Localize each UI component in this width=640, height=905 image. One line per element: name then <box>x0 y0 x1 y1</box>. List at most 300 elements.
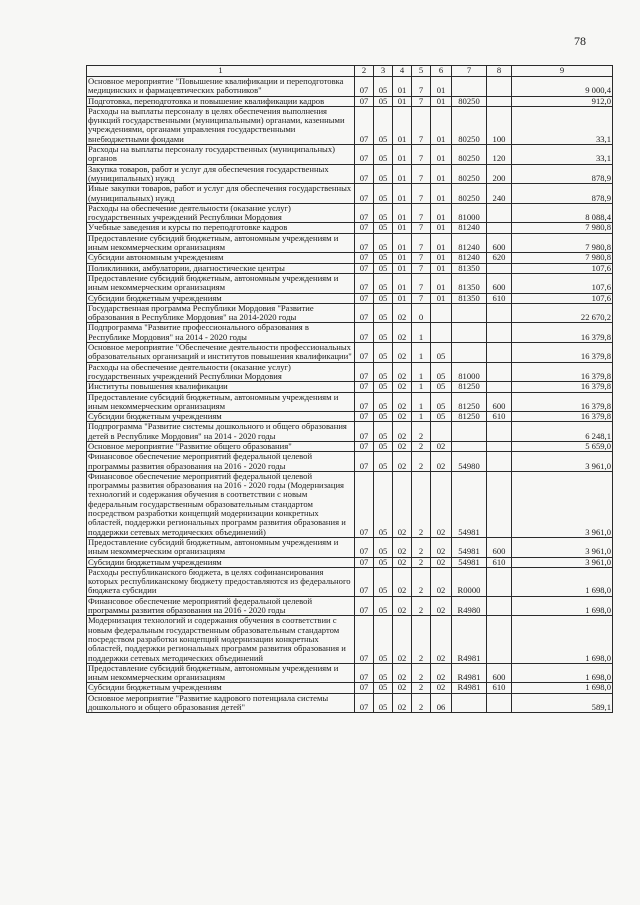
row-code-8: 600 <box>487 233 512 253</box>
column-header: 5 <box>412 66 431 77</box>
row-code-7 <box>452 77 487 97</box>
row-code-6: 05 <box>431 343 452 363</box>
row-name: Основное мероприятие "Повышение квалификации и переподготовка медицинских и фармацевтических работников" <box>87 77 355 97</box>
row-amount: 912,0 <box>512 96 613 106</box>
table-row <box>87 616 613 663</box>
row-code-8: 120 <box>487 145 512 165</box>
row-code-8 <box>487 596 512 616</box>
row-code-6: 06 <box>431 693 452 713</box>
row-code-6: 01 <box>431 77 452 97</box>
table-row <box>87 263 613 273</box>
page-number: 78 <box>574 34 586 48</box>
row-code-5: 7 <box>412 273 431 293</box>
table-row <box>87 567 613 596</box>
row-code-5: 2 <box>412 616 431 663</box>
row-code-8 <box>487 441 512 451</box>
row-code-7: R4981 <box>452 616 487 663</box>
row-code-8 <box>487 223 512 233</box>
row-code-6: 01 <box>431 164 452 184</box>
row-amount: 8 088,4 <box>512 203 613 223</box>
column-header: 7 <box>452 66 487 77</box>
row-code-6: 05 <box>431 382 452 392</box>
row-amount: 107,6 <box>512 293 613 303</box>
row-code-3: 05 <box>374 362 393 382</box>
row-amount: 33,1 <box>512 145 613 165</box>
row-amount: 16 379,8 <box>512 382 613 392</box>
row-code-5: 7 <box>412 263 431 273</box>
row-code-5: 1 <box>412 382 431 392</box>
row-code-6: 02 <box>431 537 452 557</box>
column-header: 4 <box>393 66 412 77</box>
row-code-6: 01 <box>431 203 452 223</box>
row-amount: 3 961,0 <box>512 452 613 472</box>
table-row <box>87 343 613 363</box>
row-code-2: 07 <box>355 203 374 223</box>
row-code-2: 07 <box>355 362 374 382</box>
row-name: Поликлиники, амбулатории, диагностические центры <box>87 263 355 273</box>
table-row <box>87 471 613 537</box>
row-code-8 <box>487 452 512 472</box>
table-row <box>87 382 613 392</box>
row-code-3: 05 <box>374 663 393 683</box>
row-name: Основное мероприятие "Обеспечение деятельности профессиональных образовательных организаций и институтов повышения квалификации" <box>87 343 355 363</box>
row-code-6 <box>431 422 452 442</box>
row-code-2: 07 <box>355 293 374 303</box>
row-code-7: 54981 <box>452 557 487 567</box>
row-code-2: 07 <box>355 106 374 144</box>
row-amount: 7 980,8 <box>512 233 613 253</box>
row-code-6: 01 <box>431 253 452 263</box>
row-code-3: 05 <box>374 452 393 472</box>
row-code-4: 02 <box>393 303 412 323</box>
row-name: Иные закупки товаров, работ и услуг для обеспечения государственных (муниципальных) нужд <box>87 184 355 204</box>
row-code-5: 1 <box>412 323 431 343</box>
row-code-7: 81240 <box>452 223 487 233</box>
row-code-4: 02 <box>393 567 412 596</box>
row-amount: 1 698,0 <box>512 683 613 693</box>
row-code-5: 7 <box>412 145 431 165</box>
row-amount: 22 670,2 <box>512 303 613 323</box>
row-amount: 5 659,0 <box>512 441 613 451</box>
row-name: Расходы на обеспечение деятельности (оказание услуг) государственных учреждений Республики Мордовия <box>87 203 355 223</box>
row-code-7: R4981 <box>452 663 487 683</box>
row-code-5: 2 <box>412 693 431 713</box>
row-code-8 <box>487 382 512 392</box>
row-name: Подпрограмма "Развитие профессионального образования в Республике Мордовия" на 2014 - 2020 годы <box>87 323 355 343</box>
row-code-4: 01 <box>393 96 412 106</box>
row-code-5: 7 <box>412 233 431 253</box>
row-code-7: 81000 <box>452 362 487 382</box>
row-amount: 7 980,8 <box>512 253 613 263</box>
row-code-7 <box>452 323 487 343</box>
row-code-4: 02 <box>393 392 412 412</box>
row-amount: 16 379,8 <box>512 392 613 412</box>
row-code-4: 02 <box>393 683 412 693</box>
row-code-4: 01 <box>393 233 412 253</box>
row-code-4: 01 <box>393 273 412 293</box>
row-code-3: 05 <box>374 412 393 422</box>
row-code-5: 1 <box>412 412 431 422</box>
row-amount: 33,1 <box>512 106 613 144</box>
row-code-8: 600 <box>487 273 512 293</box>
row-code-7: 54981 <box>452 537 487 557</box>
row-code-4: 02 <box>393 422 412 442</box>
row-code-5: 2 <box>412 683 431 693</box>
row-name: Субсидии бюджетным учреждениям <box>87 412 355 422</box>
row-code-6: 01 <box>431 273 452 293</box>
row-code-6: 01 <box>431 96 452 106</box>
column-header: 6 <box>431 66 452 77</box>
table-row <box>87 145 613 165</box>
row-code-2: 07 <box>355 145 374 165</box>
row-code-8 <box>487 362 512 382</box>
row-code-5: 2 <box>412 537 431 557</box>
table-row <box>87 303 613 323</box>
row-code-4: 02 <box>393 412 412 422</box>
row-code-2: 07 <box>355 693 374 713</box>
row-amount: 1 698,0 <box>512 663 613 683</box>
row-code-8: 620 <box>487 253 512 263</box>
row-code-6: 02 <box>431 557 452 567</box>
row-code-6: 01 <box>431 263 452 273</box>
row-name: Предоставление субсидий бюджетным, автономным учреждениям и иным некоммерческим организациям <box>87 273 355 293</box>
row-name: Подготовка, переподготовка и повышение квалификации кадров <box>87 96 355 106</box>
row-code-3: 05 <box>374 537 393 557</box>
row-name: Расходы на выплаты персоналу государственных (муниципальных) органов <box>87 145 355 165</box>
row-code-2: 07 <box>355 567 374 596</box>
row-name: Предоставление субсидий бюджетным, автономным учреждениям и иным некоммерческим организациям <box>87 537 355 557</box>
row-code-3: 05 <box>374 145 393 165</box>
row-code-6: 05 <box>431 362 452 382</box>
row-code-8 <box>487 343 512 363</box>
row-code-4: 02 <box>393 471 412 537</box>
column-header: 2 <box>355 66 374 77</box>
row-name: Расходы на обеспечение деятельности (оказание услуг) государственных учреждений Республики Мордовия <box>87 362 355 382</box>
row-name: Модернизация технологий и содержания обучения в соответствии с новым федеральным государственным образовательным стандартом посредством разработки концепций модернизации конкретных областей, поддержки региональных программ развития образования и поддержки сетевых методических объединений <box>87 616 355 663</box>
row-amount: 16 379,8 <box>512 323 613 343</box>
row-code-7: 80250 <box>452 164 487 184</box>
row-code-2: 07 <box>355 596 374 616</box>
row-code-6: 02 <box>431 471 452 537</box>
row-code-3: 05 <box>374 293 393 303</box>
row-code-4: 02 <box>393 663 412 683</box>
row-amount: 3 961,0 <box>512 557 613 567</box>
table-row <box>87 77 613 97</box>
row-code-8: 600 <box>487 663 512 683</box>
row-code-5: 7 <box>412 106 431 144</box>
row-code-8 <box>487 616 512 663</box>
row-code-2: 07 <box>355 233 374 253</box>
table-row <box>87 452 613 472</box>
row-code-5: 1 <box>412 392 431 412</box>
row-code-2: 07 <box>355 471 374 537</box>
table-row <box>87 233 613 253</box>
row-code-7: R4980 <box>452 596 487 616</box>
row-code-2: 07 <box>355 263 374 273</box>
row-code-5: 7 <box>412 253 431 263</box>
table-row <box>87 693 613 713</box>
row-code-6: 01 <box>431 184 452 204</box>
budget-table <box>86 65 613 713</box>
row-code-5: 2 <box>412 452 431 472</box>
row-code-3: 05 <box>374 693 393 713</box>
row-amount: 589,1 <box>512 693 613 713</box>
row-code-4: 01 <box>393 164 412 184</box>
row-code-7: 54980 <box>452 452 487 472</box>
row-code-3: 05 <box>374 557 393 567</box>
row-code-3: 05 <box>374 263 393 273</box>
header-row <box>87 66 613 77</box>
row-code-3: 05 <box>374 273 393 293</box>
row-code-5: 1 <box>412 343 431 363</box>
row-code-6: 01 <box>431 106 452 144</box>
row-code-4: 02 <box>393 382 412 392</box>
row-name: Финансовое обеспечение мероприятий федеральной целевой программы развития образования на 2016 - 2020 годы <box>87 452 355 472</box>
row-code-6: 02 <box>431 452 452 472</box>
table-row <box>87 412 613 422</box>
row-code-3: 05 <box>374 343 393 363</box>
row-amount: 1 698,0 <box>512 567 613 596</box>
row-code-6: 02 <box>431 683 452 693</box>
row-code-4: 01 <box>393 203 412 223</box>
table-row <box>87 96 613 106</box>
row-code-7: 54981 <box>452 471 487 537</box>
row-code-8: 200 <box>487 164 512 184</box>
row-code-4: 01 <box>393 184 412 204</box>
row-code-5: 2 <box>412 596 431 616</box>
row-code-4: 02 <box>393 452 412 472</box>
row-code-8 <box>487 203 512 223</box>
row-code-2: 07 <box>355 616 374 663</box>
row-code-6: 02 <box>431 616 452 663</box>
row-code-5: 2 <box>412 471 431 537</box>
table-row <box>87 293 613 303</box>
table-row <box>87 441 613 451</box>
row-amount: 1 698,0 <box>512 616 613 663</box>
row-code-3: 05 <box>374 441 393 451</box>
row-code-7: 80250 <box>452 184 487 204</box>
row-code-4: 01 <box>393 145 412 165</box>
table-row <box>87 392 613 412</box>
row-code-3: 05 <box>374 77 393 97</box>
row-code-3: 05 <box>374 233 393 253</box>
row-amount: 878,9 <box>512 164 613 184</box>
row-code-4: 01 <box>393 106 412 144</box>
row-code-3: 05 <box>374 596 393 616</box>
row-code-2: 07 <box>355 683 374 693</box>
row-code-2: 07 <box>355 382 374 392</box>
row-code-2: 07 <box>355 392 374 412</box>
row-code-7 <box>452 693 487 713</box>
column-header: 1 <box>87 66 355 77</box>
row-code-4: 01 <box>393 223 412 233</box>
row-code-7: 81240 <box>452 253 487 263</box>
row-name: Государственная программа Республики Мордовия "Развитие образования в Республике Мордовия" на 2014-2020 годы <box>87 303 355 323</box>
row-code-2: 07 <box>355 96 374 106</box>
row-code-4: 01 <box>393 263 412 273</box>
row-amount: 16 379,8 <box>512 343 613 363</box>
row-code-6 <box>431 323 452 343</box>
row-code-5: 7 <box>412 293 431 303</box>
row-code-5: 7 <box>412 96 431 106</box>
row-code-5: 7 <box>412 164 431 184</box>
row-code-5: 2 <box>412 422 431 442</box>
row-code-7: R4981 <box>452 683 487 693</box>
row-code-3: 05 <box>374 683 393 693</box>
row-amount: 1 698,0 <box>512 596 613 616</box>
row-code-8 <box>487 96 512 106</box>
row-code-7: 80250 <box>452 96 487 106</box>
row-name: Предоставление субсидий бюджетным, автономным учреждениям и иным некоммерческим организациям <box>87 392 355 412</box>
row-code-8: 610 <box>487 412 512 422</box>
row-code-7 <box>452 422 487 442</box>
row-name: Финансовое обеспечение мероприятий федеральной целевой программы развития образования на 2016 - 2020 годы <box>87 596 355 616</box>
row-code-8: 610 <box>487 557 512 567</box>
table-row <box>87 164 613 184</box>
row-name: Расходы республиканского бюджета, в целях софинансирования которых республиканскому бюджету предоставляются из федерального бюджета субсидии <box>87 567 355 596</box>
row-code-2: 07 <box>355 273 374 293</box>
row-code-2: 07 <box>355 77 374 97</box>
column-header: 3 <box>374 66 393 77</box>
row-code-7: 81350 <box>452 293 487 303</box>
row-code-4: 02 <box>393 616 412 663</box>
row-name: Подпрограмма "Развитие системы дошкольного и общего образования детей в Республике Мордовия" на 2014 - 2020 годы <box>87 422 355 442</box>
column-header: 9 <box>512 66 613 77</box>
row-code-5: 2 <box>412 663 431 683</box>
row-code-7: 81000 <box>452 203 487 223</box>
row-code-5: 7 <box>412 77 431 97</box>
row-name: Предоставление субсидий бюджетным, автономным учреждениям и иным некоммерческим организациям <box>87 233 355 253</box>
row-code-5: 7 <box>412 184 431 204</box>
table-row <box>87 323 613 343</box>
row-code-4: 02 <box>393 441 412 451</box>
row-code-2: 07 <box>355 412 374 422</box>
row-code-3: 05 <box>374 106 393 144</box>
row-amount: 107,6 <box>512 263 613 273</box>
row-code-6: 02 <box>431 663 452 683</box>
row-code-6: 05 <box>431 412 452 422</box>
table-row <box>87 663 613 683</box>
row-code-6 <box>431 303 452 323</box>
row-code-7 <box>452 441 487 451</box>
row-code-4: 02 <box>393 596 412 616</box>
row-code-4: 01 <box>393 293 412 303</box>
row-amount: 878,9 <box>512 184 613 204</box>
table-row <box>87 223 613 233</box>
row-name: Закупка товаров, работ и услуг для обеспечения государственных (муниципальных) нужд <box>87 164 355 184</box>
row-code-5: 2 <box>412 441 431 451</box>
row-code-4: 01 <box>393 253 412 263</box>
row-code-8 <box>487 471 512 537</box>
row-code-8 <box>487 693 512 713</box>
row-code-5: 0 <box>412 303 431 323</box>
row-name: Субсидии автономным учреждениям <box>87 253 355 263</box>
row-amount: 16 379,8 <box>512 362 613 382</box>
row-code-3: 05 <box>374 567 393 596</box>
row-amount: 9 000,4 <box>512 77 613 97</box>
row-name: Субсидии бюджетным учреждениям <box>87 683 355 693</box>
row-code-3: 05 <box>374 471 393 537</box>
row-code-6: 02 <box>431 596 452 616</box>
row-amount: 3 961,0 <box>512 471 613 537</box>
row-amount: 107,6 <box>512 273 613 293</box>
row-code-6: 05 <box>431 392 452 412</box>
table-row <box>87 537 613 557</box>
row-code-4: 02 <box>393 693 412 713</box>
row-code-2: 07 <box>355 253 374 263</box>
table-row <box>87 596 613 616</box>
row-code-3: 05 <box>374 323 393 343</box>
row-name: Финансовое обеспечение мероприятий федеральной целевой программы развития образования на 2016 - 2020 годы (Модернизация технологий и содержания обучения в соответствии с новым федеральным государственным образовательным стандартом посредством разработки концепций модернизации конкретных областей, поддержки региональных программ развития образования и поддержки сетевых методических объединений) <box>87 471 355 537</box>
row-code-8 <box>487 303 512 323</box>
row-code-3: 05 <box>374 164 393 184</box>
row-code-2: 07 <box>355 441 374 451</box>
row-code-8 <box>487 263 512 273</box>
row-code-2: 07 <box>355 164 374 184</box>
row-code-3: 05 <box>374 303 393 323</box>
row-code-4: 01 <box>393 77 412 97</box>
row-code-3: 05 <box>374 392 393 412</box>
row-code-5: 1 <box>412 362 431 382</box>
row-amount: 6 248,1 <box>512 422 613 442</box>
row-code-2: 07 <box>355 422 374 442</box>
row-code-7: 80250 <box>452 145 487 165</box>
row-code-3: 05 <box>374 184 393 204</box>
row-code-5: 2 <box>412 557 431 567</box>
row-name: Институты повышения квалификации <box>87 382 355 392</box>
row-name: Субсидии бюджетным учреждениям <box>87 557 355 567</box>
row-amount: 16 379,8 <box>512 412 613 422</box>
row-code-3: 05 <box>374 203 393 223</box>
row-code-6: 01 <box>431 233 452 253</box>
row-code-7: 81350 <box>452 263 487 273</box>
table-row <box>87 362 613 382</box>
row-code-4: 02 <box>393 537 412 557</box>
row-code-4: 02 <box>393 323 412 343</box>
row-code-6: 01 <box>431 145 452 165</box>
table-row <box>87 273 613 293</box>
row-code-7: 81250 <box>452 382 487 392</box>
row-code-3: 05 <box>374 616 393 663</box>
row-code-2: 07 <box>355 303 374 323</box>
row-code-3: 05 <box>374 382 393 392</box>
row-code-2: 07 <box>355 663 374 683</box>
row-code-2: 07 <box>355 452 374 472</box>
row-name: Основное мероприятие "Развитие кадрового потенциала системы дошкольного и общего образования детей" <box>87 693 355 713</box>
row-code-4: 02 <box>393 343 412 363</box>
row-amount: 7 980,8 <box>512 223 613 233</box>
row-code-7: 81250 <box>452 412 487 422</box>
row-code-2: 07 <box>355 184 374 204</box>
row-code-2: 07 <box>355 537 374 557</box>
row-code-8: 600 <box>487 392 512 412</box>
row-code-3: 05 <box>374 422 393 442</box>
row-code-8: 240 <box>487 184 512 204</box>
table-row <box>87 557 613 567</box>
row-name: Субсидии бюджетным учреждениям <box>87 293 355 303</box>
table-row <box>87 422 613 442</box>
row-code-8 <box>487 422 512 442</box>
row-code-2: 07 <box>355 557 374 567</box>
row-code-5: 7 <box>412 203 431 223</box>
row-amount: 3 961,0 <box>512 537 613 557</box>
table-row <box>87 203 613 223</box>
row-name: Предоставление субсидий бюджетным, автономным учреждениям и иным некоммерческим организациям <box>87 663 355 683</box>
row-code-8: 610 <box>487 683 512 693</box>
row-code-6: 02 <box>431 441 452 451</box>
table-row <box>87 253 613 263</box>
row-code-2: 07 <box>355 223 374 233</box>
